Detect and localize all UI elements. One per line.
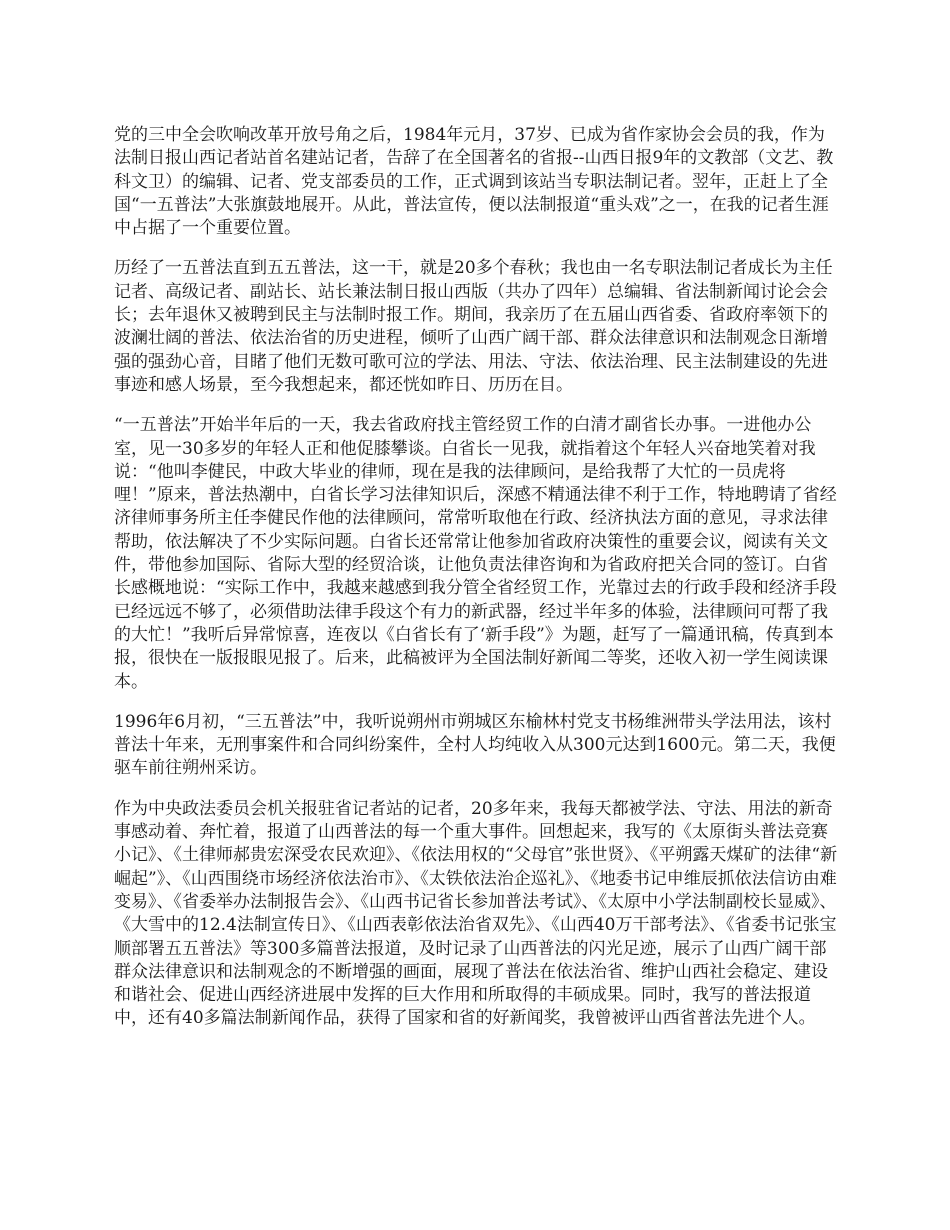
paragraph-1: 党的三中全会吹响改革开放号角之后，1984年元月，37岁、已成为省作家协会会员的我，作为法制日报山西记者站首名建站记者，告辞了在全国著名的省报--山西日报9年的文教部（文艺、教科文卫）的编辑、记者、党支部委员的工作，正式调到该站当专职法制记者。翌年，正赶上了全国“一五普法”大张旗鼓地展开。从此，普法宣传，便以法制报道“重头戏”之一，在我的记者生涯中占据了一个重要位置。 [114,125,834,239]
paragraph-3: “一五普法”开始半年后的一天，我去省政府找主管经贸工作的白清才副省长办事。一进他办公室，见一30多岁的年轻人正和他促膝攀谈。白省长一见我，就指着这个年轻人兴奋地笑着对我说：“他叫李健民，中政大毕业的律师，现在是我的法律顾问，是给我帮了大忙的一员虎将哩！”原来，普法热潮中，白省长学习法律知识后，深感不精通法律不利于工作，特地聘请了省经济律师事务所主任李健民作他的法律顾问，常常听取他在行政、经济执法方面的意见，寻求法律帮助，依法解决了不少实际问题。白省长还常常让他参加省政府决策性的重要会议，阅读有关文件，带他参加国际、省际大型的经贸洽谈，让他负责法律咨询和为省政府把关合同的签订。白省长感概地说：“实际工作中，我越来越感到我分管全省经贸工作，光靠过去的行政手段和经济手段已经远远不够了，必须借助法律手段这个有力的新武器，经过半年多的体验，法律顾问可帮了我的大忙！”我听后异常惊喜，连夜以《白省长有了‘新手段”》为题，赶写了一篇通讯稿，传真到本报，很快在一版报眼见报了。后来，此稿被评为全国法制好新闻二等奖，还收入初一学生阅读课本。 [114,415,837,692]
paragraph-2: 历经了一五普法直到五五普法，这一干，就是20多个春秋；我也由一名专职法制记者成长为主任记者、高级记者、副站长、站长兼法制日报山西版（共办了四年）总编辑、省法制新闻讨论会会长；去年退休又被聘到民主与法制时报工作。期间，我亲历了在五届山西省委、省政府率领下的波澜壮阔的普法、依法治省的历史进程，倾听了山西广阔干部、群众法律意识和法制观念日渐增强的强劲心音，目睹了他们无数可歌可泣的学法、用法、守法、依法治理、民主法制建设的先进事迹和感人场景，至今我想起来，都还恍如昨日、历历在目。 [114,258,833,395]
paragraph-4: 1996年6月初，“三五普法”中，我听说朔州市朔城区东榆林村党支书杨维洲带头学法用法，该村普法十年来，无刑事案件和合同纠纷案件，全村人均纯收入从300元达到1600元。第二天，我便驱车前往朔州采访。 [114,711,836,779]
document-body [114,124,840,1048]
paragraph-5: 作为中央政法委员会机关报驻省记者站的记者，20多年来，我每天都被学法、守法、用法的新奇事感动着、奔忙着，报道了山西普法的每一个重大事件。回想起来，我写的《太原街头普法竞赛小记》、《土律师郝贵宏深受农民欢迎》、《依法用权的“父母官”张世贤》、《平朔露天煤矿的法律“新崛起”》、《山西围绕市场经济依法治市》、《太铁依法治企巡礼》、《地委书记申维辰抓依法信访由难变易》、《省委举办法制报告会》、《山西书记省长参加普法考试》、《太原中小学法制副校长显威》、《大雪中的12.4法制宣传日》、《山西表彰依法治省双先》、《山西40万干部考法》、《省委书记张宝顺部署五五普法》等300多篇普法报道，及时记录了山西普法的闪光足迹，展示了山西广阔干部群众法律意识和法制观念的不断增强的画面，展现了普法在依法治省、维护山西社会稳定、建设和谐社会、促进山西经济进展中发挥的巨大作用和所取得的丰硕成果。同时，我写的普法报道中，还有40多篇法制新闻作品，获得了国家和省的好新闻奖，我曾被评山西省普法先进个人。 [114,798,838,1029]
